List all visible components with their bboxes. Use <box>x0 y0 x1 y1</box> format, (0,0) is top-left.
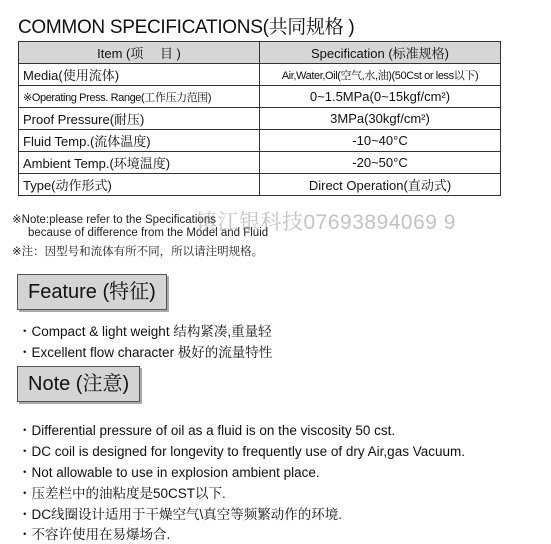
row-spec: -10~40°C <box>260 130 501 152</box>
row-item: ※Operating Press. Range(工作压力范围) <box>19 86 260 108</box>
row-spec: 0~1.5MPa(0~15kgf/cm²) <box>260 86 501 108</box>
note-item: ・DC线圈设计适用于干燥空气\真空等频繁动作的环境. <box>18 507 342 522</box>
table-row <box>19 152 501 174</box>
row-item: Ambient Temp.(环境温度) <box>19 152 260 174</box>
table-header-row <box>19 42 501 64</box>
note-item: ・不容许使用在易爆场合. <box>18 527 171 542</box>
feature-item: ・Excellent flow character 极好的流量特性 <box>18 345 273 360</box>
row-spec: -20~50°C <box>260 152 501 174</box>
table-row <box>19 174 501 196</box>
feature-item: ・Compact & light weight 结构紧凑,重量轻 <box>18 324 272 339</box>
row-item: Type(动作形式) <box>19 174 260 196</box>
note-line-2: because of difference from the Model and Fluid <box>28 227 269 239</box>
spec-table <box>18 41 501 196</box>
note-item: ・压差栏中的油粘度是50CST以下. <box>18 486 226 501</box>
note-heading: Note (注意) <box>17 366 140 402</box>
note-item: ・Not allowable to use in explosion ambient place. <box>18 465 320 480</box>
row-item: Media(使用流体) <box>19 64 260 86</box>
note-line-3: ※注：因型号和流体有所不同，所以请注明规格。 <box>12 246 264 258</box>
note-line-1: ※Note:please refer to the Specifications <box>12 214 216 226</box>
row-item: Proof Pressure(耐压) <box>19 108 260 130</box>
table-row <box>19 86 501 108</box>
row-spec: 3MPa(30kgf/cm²) <box>260 108 501 130</box>
row-item: Fluid Temp.(流体温度) <box>19 130 260 152</box>
row-spec: Direct Operation(直动式) <box>260 174 501 196</box>
feature-heading: Feature (特征) <box>17 274 167 310</box>
row-spec: Air,Water,Oil(空气,水,油)(50Cst or less以下) <box>260 64 501 86</box>
note-item: ・Differential pressure of oil as a fluid is on the viscosity 50 cst. <box>18 423 396 438</box>
table-row <box>19 64 501 86</box>
note-item: ・DC coil is designed for longevity to frequently use of dry Air,gas Vacuum. <box>18 444 465 459</box>
column-header-item: Item (项 目 ) <box>19 42 260 64</box>
watermark: 镇江银科技07693894069 9 <box>196 211 456 234</box>
table-row <box>19 108 501 130</box>
page-title: COMMON SPECIFICATIONS(共同规格 ) <box>18 17 355 38</box>
column-header-spec: Specification (标准规格) <box>260 42 501 64</box>
table-row <box>19 130 501 152</box>
